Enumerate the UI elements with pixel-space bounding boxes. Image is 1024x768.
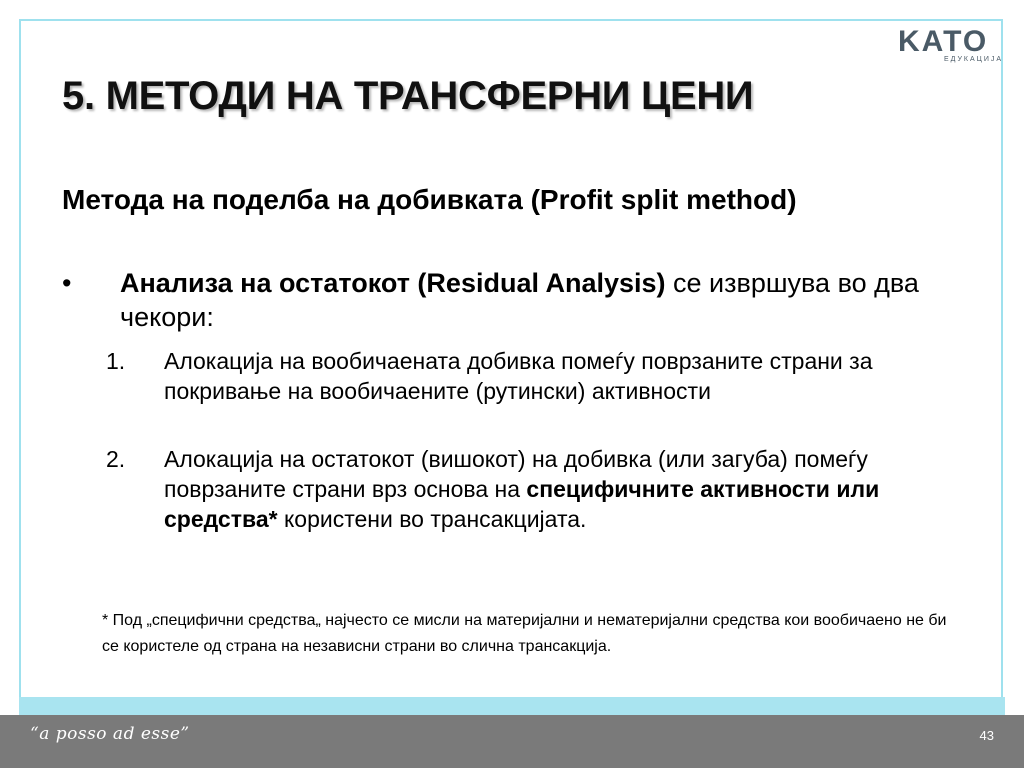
step-text (164, 444, 954, 534)
kato-logo (898, 26, 1002, 66)
accent-band (19, 697, 1005, 715)
page-number: 43 (979, 728, 994, 743)
bullet-text (120, 266, 972, 334)
slide-title: 5. МЕТОДИ НА ТРАНСФЕРНИ ЦЕНИ (62, 74, 754, 118)
step-text-before: Алокација на остатокот (вишокот) на добивка (или загуба) помеѓу поврзаните страни врз основа на (164, 446, 868, 502)
step-text: Алокација на вообичаената добивка помеѓу поврзаните страни за покривање на вообичаените (рутински) активности (164, 348, 873, 404)
step-number: 1. (106, 348, 126, 374)
logo-subtitle: ЕДУКАЦИЈА (944, 56, 1004, 63)
step-text-bold: специфичните активности или средства* (164, 476, 880, 532)
bullet-bold: Анализа на остатокот (Residual Analysis) (120, 268, 666, 298)
bullet-marker: • (62, 268, 72, 298)
footer-motto: “a posso ad esse” (30, 724, 190, 744)
step-number: 2. (106, 446, 126, 472)
footnote: * Под „специфични средства„ најчесто се мисли на материјални и нематеријални средства кои вообичаено не би се користеле од страна на независни страни во слична трансакција. (102, 612, 947, 655)
slide-subtitle: Метода на поделба на добивката (Profit split method) (62, 184, 797, 215)
bullet-rest: се извршува во два чекори: (120, 268, 919, 332)
step-text-after: користени во трансакцијата. (277, 506, 587, 532)
logo-name: KATO (898, 25, 989, 58)
